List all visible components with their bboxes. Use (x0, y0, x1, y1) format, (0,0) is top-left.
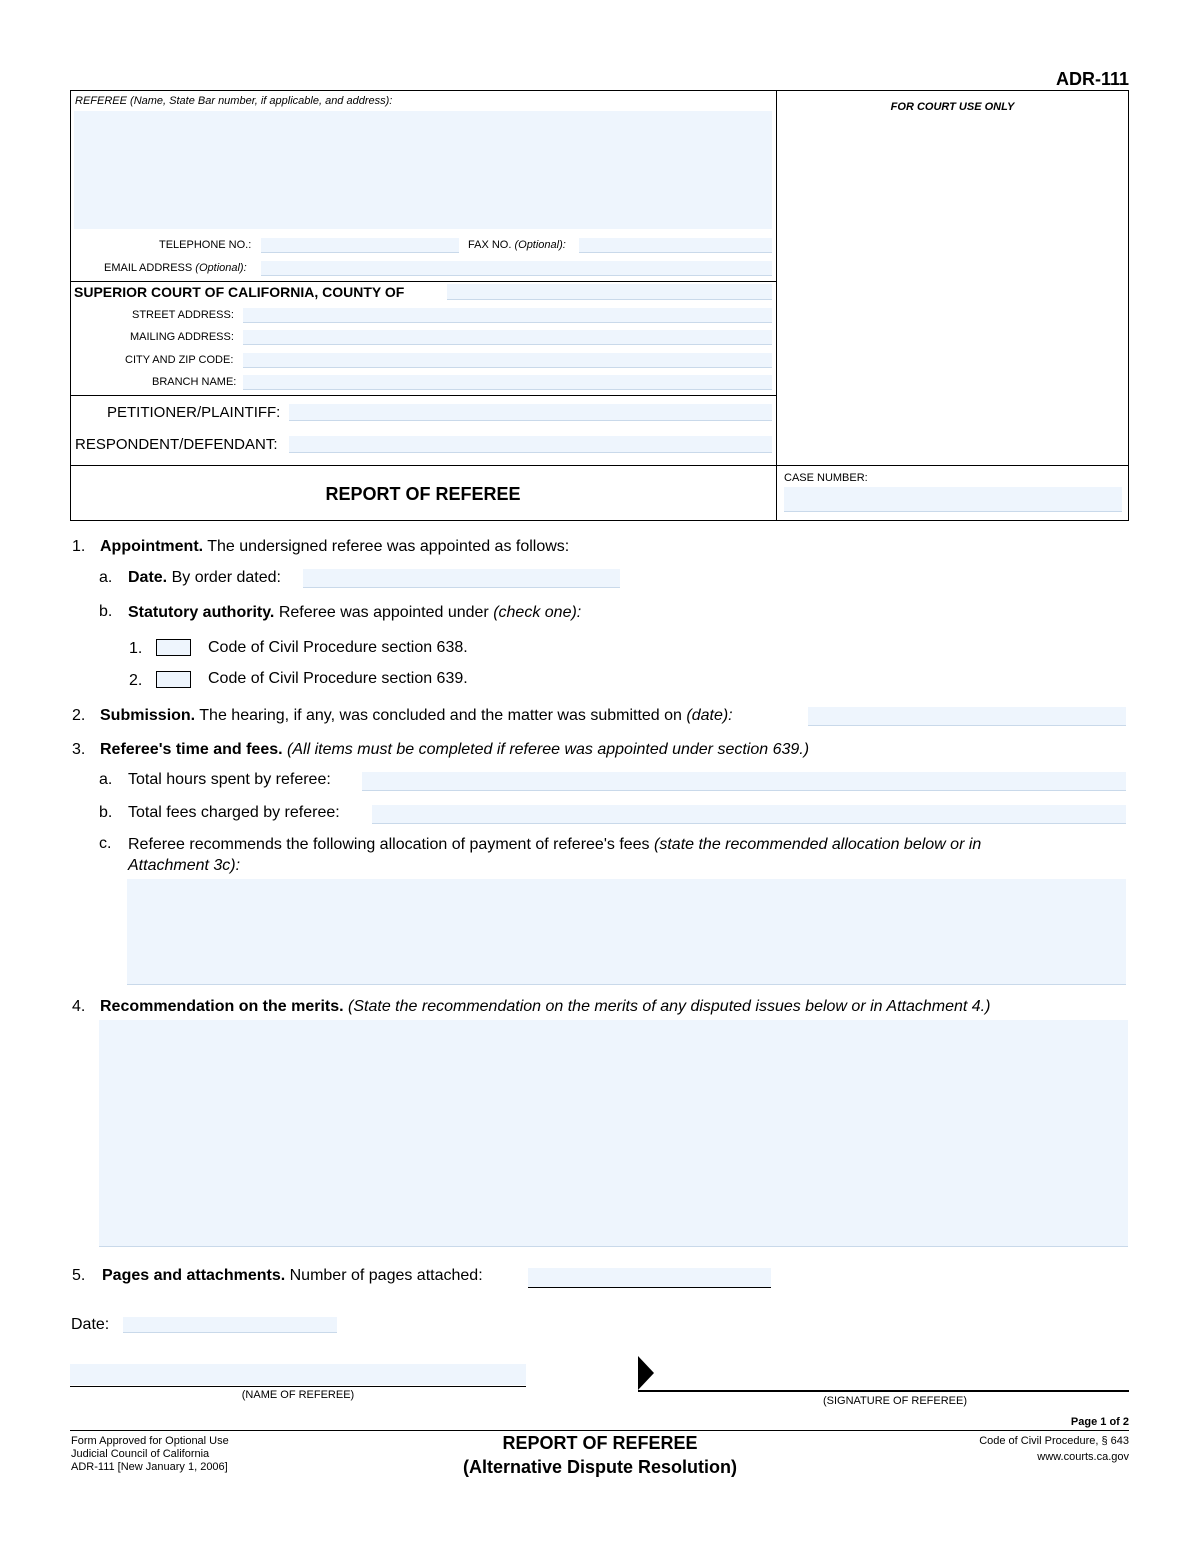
item-3b-num: b. (99, 804, 113, 821)
item-1: 1. (72, 538, 86, 555)
form-number: ADR-111 (1055, 69, 1129, 89)
date-field[interactable] (123, 1317, 337, 1333)
date-label: Date: (71, 1316, 110, 1333)
footer-website-link[interactable]: www.courts.ca.gov (1037, 1451, 1129, 1463)
footer-left-3: ADR-111 [New January 1, 2006] (71, 1461, 228, 1473)
referee-label: REFEREE (Name, State Bar number, if applicable, and address): (75, 95, 393, 107)
referee-name-field[interactable] (70, 1364, 526, 1385)
item-4-text: Recommendation on the merits. (State the recommendation on the merits of any disputed issues below or in Attachment 4.) (100, 998, 991, 1015)
court-use-label: FOR COURT USE ONLY (890, 101, 1015, 113)
item-3c-num: c. (99, 835, 112, 852)
ccp-638-checkbox[interactable] (156, 639, 191, 656)
item-3a-text: Total hours spent by referee: (128, 771, 331, 788)
signature-caption: (SIGNATURE OF REFEREE) (822, 1395, 968, 1407)
footer-title: REPORT OF REFEREE (502, 1433, 698, 1453)
petitioner-field[interactable] (289, 404, 772, 421)
city-field[interactable] (243, 353, 772, 368)
ccp-639-checkbox[interactable] (156, 671, 191, 688)
email-label: EMAIL ADDRESS (Optional): (104, 262, 247, 274)
item-3b-text: Total fees charged by referee: (128, 804, 340, 821)
merits-recommendation-field[interactable] (99, 1020, 1128, 1247)
petitioner-label: PETITIONER/PLAINTIFF: (107, 404, 281, 421)
item-5-num: 5. (72, 1267, 86, 1284)
footer-right-1: Code of Civil Procedure, § 643 (979, 1435, 1129, 1447)
rule-parties (70, 395, 776, 396)
email-field[interactable] (261, 261, 772, 276)
name-line (70, 1386, 526, 1387)
item-2-text: Submission. The hearing, if any, was concluded and the matter was submitted on (date): (100, 707, 733, 724)
fee-allocation-field[interactable] (127, 879, 1126, 985)
name-caption: (NAME OF REFEREE) (241, 1389, 355, 1401)
court-title: SUPERIOR COURT OF CALIFORNIA, COUNTY OF (74, 284, 405, 300)
footer-rule (70, 1430, 1129, 1431)
fax-field[interactable] (579, 238, 772, 253)
option-2-num: 2. (129, 672, 143, 689)
mailing-field[interactable] (243, 330, 772, 345)
branch-label: BRANCH NAME: (152, 376, 237, 388)
item-3c-text: Referee recommends the following allocation of payment of referee's fees (state the recommended allocation below or in (128, 836, 982, 853)
pages-attached-field[interactable] (528, 1268, 771, 1288)
item-3c-text-cont: Attachment 3c): (128, 857, 241, 874)
option-2-text: Code of Civil Procedure section 639. (208, 670, 468, 687)
submission-date-field[interactable] (808, 707, 1126, 726)
street-label: STREET ADDRESS: (132, 309, 234, 321)
item-4-num: 4. (72, 998, 86, 1015)
total-hours-field[interactable] (362, 772, 1126, 791)
referee-name-address-field[interactable] (74, 111, 772, 229)
county-field[interactable] (447, 284, 772, 300)
street-field[interactable] (243, 308, 772, 323)
respondent-label: RESPONDENT/DEFENDANT: (75, 436, 278, 453)
item-1a-text: Date. By order dated: (128, 569, 281, 586)
item-1a-num: a. (99, 569, 113, 586)
header-divider (776, 90, 777, 521)
page-number: Page 1 of 2 (1070, 1416, 1129, 1428)
fax-label: FAX NO. (Optional): (468, 239, 566, 251)
item-3-num: 3. (72, 741, 86, 758)
signature-line (638, 1390, 1129, 1392)
order-date-field[interactable] (303, 569, 620, 588)
item-3-text: Referee's time and fees. (All items must be completed if referee was appointed under section 639.) (100, 741, 810, 758)
item-2-num: 2. (72, 707, 86, 724)
rule-court (70, 281, 776, 282)
option-1-num: 1. (129, 640, 143, 657)
telephone-field[interactable] (261, 238, 459, 253)
item-1b-text: Statutory authority. Referee was appointed under (check one): (128, 604, 582, 621)
item-1-text: Appointment. The undersigned referee was appointed as follows: (100, 538, 570, 555)
telephone-label: TELEPHONE NO.: (159, 239, 252, 251)
case-number-field[interactable] (784, 487, 1122, 512)
signature-arrow-icon (638, 1356, 654, 1390)
total-fees-field[interactable] (372, 805, 1126, 824)
rule-title (70, 465, 1129, 466)
footer-left-1: Form Approved for Optional Use (71, 1435, 229, 1447)
item-1b-num: b. (99, 603, 113, 620)
option-1-text: Code of Civil Procedure section 638. (208, 639, 468, 656)
item-3a-num: a. (99, 771, 113, 788)
signature-field[interactable] (656, 1360, 1129, 1389)
branch-field[interactable] (243, 375, 772, 390)
city-label: CITY AND ZIP CODE: (125, 354, 234, 366)
case-number-label: CASE NUMBER: (784, 472, 868, 484)
item-5-text: Pages and attachments. Number of pages attached: (102, 1267, 483, 1284)
mailing-label: MAILING ADDRESS: (130, 331, 234, 343)
respondent-field[interactable] (289, 436, 772, 453)
footer-subtitle: (Alternative Dispute Resolution) (462, 1457, 738, 1477)
footer-left-2: Judicial Council of California (71, 1448, 210, 1460)
report-title: REPORT OF REFEREE (325, 484, 521, 504)
